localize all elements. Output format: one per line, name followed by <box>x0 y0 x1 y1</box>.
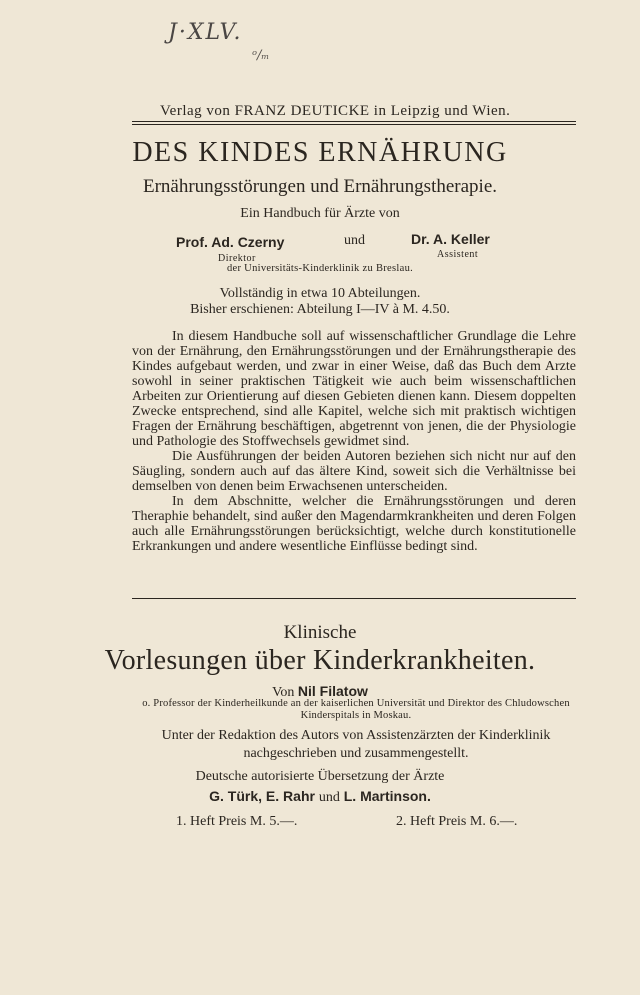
section-divider <box>132 598 576 599</box>
publisher-line: Verlag von FRANZ DEUTICKE in Leipzig und Wien. <box>160 103 511 119</box>
book2-redaction: Unter der Redaktion des Autors von Assistenzärzten der Kinderklinik nachgeschrieben und zusammengestellt. <box>161 728 551 761</box>
book2-author-description: o. Professor der Kinderheilkunde an der kaiserlichen Universität und Direktor des Chludowschen Kinderspitals in Moskau. <box>142 698 570 721</box>
book1-subtitle: Ernährungsstörungen und Ernährungstherapie. <box>142 176 498 197</box>
translators-last: L. Martinson. <box>343 788 431 804</box>
header-rule <box>132 121 576 125</box>
book2-author-name: Nil Filatow <box>297 683 368 699</box>
translators-connector: und <box>318 790 340 805</box>
description-paragraph-2: Die Ausführungen der beiden Autoren beziehen sich nicht nur auf den Säugling, sondern auch auf das ältere Kind, soweit sich die Verhältnisse bei demselben von denen beim Erwachsenen unterscheiden. <box>132 449 576 494</box>
description-paragraph-1: In diesem Handbuche soll auf wissenschaftlicher Grundlage die Lehre von der Ernährung, den Ernährungsstörungen und der Ernährungstherapie des Kindes aufgebaut werden, und zwar in einer Weise, daß das Buch dem Arzte sowohl in seiner praktischen Tätigkeit wie auch beim wissenschaftlichen Arbeiten zur Orientierung auf diesen Gebieten dienen kann. Diesem doppelten Zwecke entsprechend, sind alle Kapitel, welche sich mit praktisch wichtigen Fragen der Ernährung beschäftigen, abgetrennt von jenen, die der Physiologie und Pathologie des Stoffwechsels gewidmet sind. <box>132 329 576 449</box>
author2-role: Assistent <box>437 249 479 260</box>
by-prefix: Von <box>272 685 295 700</box>
description-paragraph-3: In dem Abschnitte, welcher die Ernährungsstörungen und deren Theraphie behandelt, sind außer den Magendarmkrankheiten und deren Folgen auch alle Ernährungsstörungen berücksichtigt, welche durch konstitutionelle Erkrankungen und andere wesentliche Einflüsse bedingt sind. <box>132 494 576 554</box>
author1-name: Prof. Ad. Czerny <box>176 234 285 250</box>
price-heft-2: 2. Heft Preis M. 6.—. <box>396 814 518 829</box>
book2-translators <box>0 788 640 806</box>
book2-title-line1: Klinische <box>283 622 357 643</box>
book2-translation-line: Deutsche autorisierte Übersetzung der Ärzte <box>195 769 445 784</box>
book1-handbook-line: Ein Handbuch für Ärzte von <box>240 206 400 221</box>
edition-line: Vollständig in etwa 10 Abteilungen. <box>219 286 421 301</box>
book1-description <box>132 329 576 554</box>
clinic-line: der Universitäts-Kinderklinik zu Breslau. <box>226 263 414 274</box>
author1-role: Direktor <box>218 253 256 264</box>
book2-title-line2: Vorlesungen über Kinderkrankheiten. <box>104 645 536 676</box>
book1-title: DES KINDES ERNÄHRUNG <box>132 137 508 168</box>
handwritten-note: ᵒ/ₘ <box>252 48 270 63</box>
translators-first: G. Türk, E. Rahr <box>209 788 315 804</box>
author-connector: und <box>344 233 365 248</box>
published-line: Bisher erschienen: Abteilung I—IV à M. 4.50. <box>190 302 450 317</box>
price-heft-1: 1. Heft Preis M. 5.—. <box>176 814 298 829</box>
handwritten-shelfmark: J·XLV. <box>168 20 243 45</box>
author2-name: Dr. A. Keller <box>411 231 490 247</box>
